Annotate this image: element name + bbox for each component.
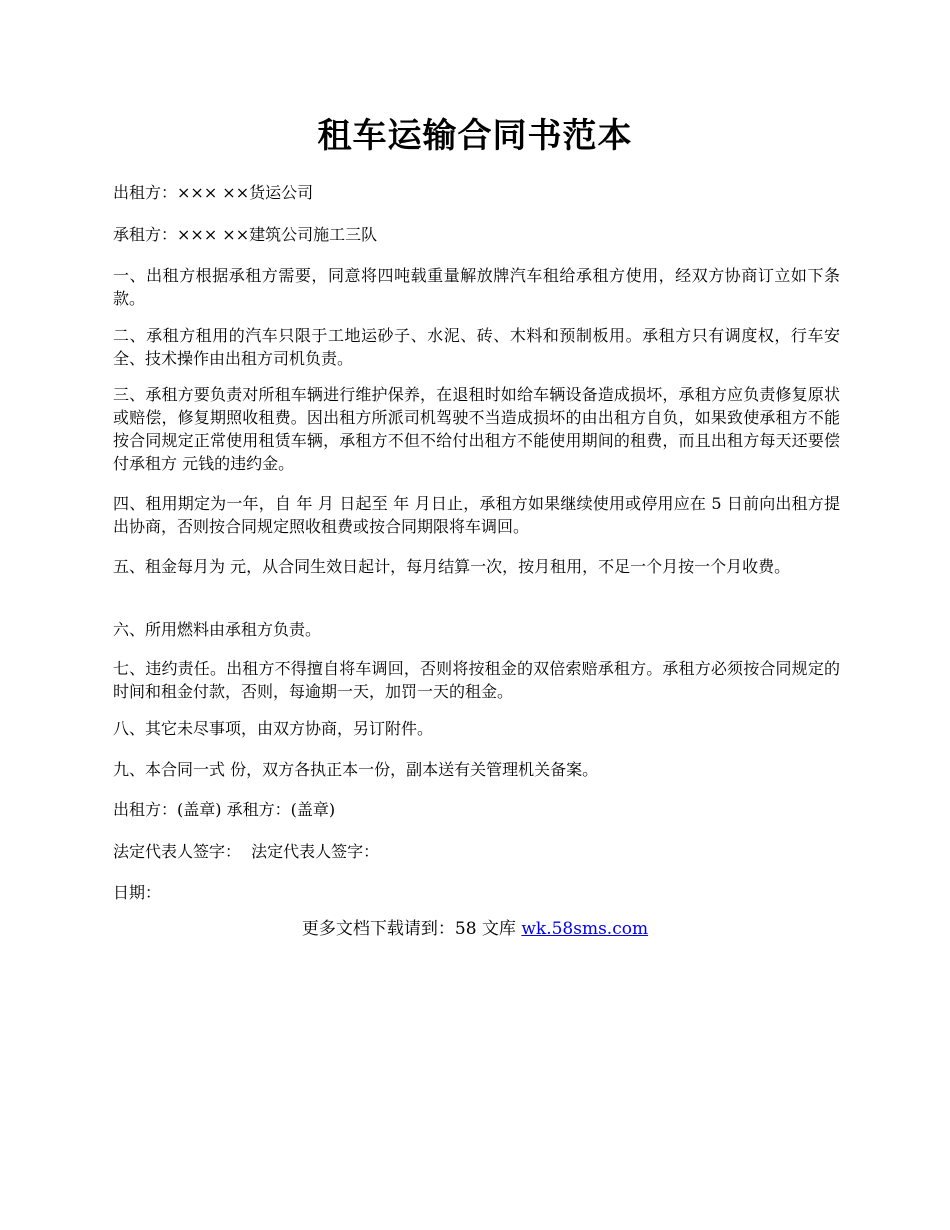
lessee-line: 承租方：××× ××建筑公司施工三队 <box>113 225 378 244</box>
clause-6: 六、所用燃料由承租方负责。 <box>113 620 322 639</box>
seal-line: 出租方：(盖章) 承租方：(盖章) <box>113 800 336 819</box>
footer-link[interactable]: wk.58sms.com <box>521 919 649 939</box>
footer-text: 更多文档下载请到：58 文库 <box>301 919 522 939</box>
clause-7: 七、违约责任。出租方不得擅自将车调回，否则将按租金的双倍索赔承租方。承租方必须按合同规定的时间和租金付款，否则，每逾期一天，加罚一天的租金。 <box>113 659 840 701</box>
date-line: 日期： <box>113 883 162 902</box>
clause-2: 二、承租方租用的汽车只限于工地运砂子、水泥、砖、木料和预制板用。承租方只有调度权，行车安全、技术操作由出租方司机负责。 <box>113 326 840 368</box>
signature-line: 法定代表人签字： 法定代表人签字： <box>113 842 380 861</box>
document-title: 租车运输合同书范本 <box>317 116 633 156</box>
footer <box>0 917 950 941</box>
clause-1: 一、出租方根据承租方需要，同意将四吨载重量解放牌汽车租给承租方使用，经双方协商订立如下条款。 <box>113 266 840 308</box>
clause-3: 三、承租方要负责对所租车辆进行维护保养，在退租时如给车辆设备造成损坏，承租方应负责修复原状或赔偿，修复期照收租费。因出租方所派司机驾驶不当造成损坏的由出租方自负，如果致使承租方不能按合同规定正常使用租赁车辆，承租方不但不给付出租方不能使用期间的租费，而且出租方每天还要偿付承租方 元钱的违约金。 <box>113 385 840 473</box>
clause-8: 八、其它未尽事项，由双方协商，另订附件。 <box>113 719 434 738</box>
clause-5: 五、租金每月为 元，从合同生效日起计，每月结算一次，按月租用，不足一个月按一个月收费。 <box>113 557 791 576</box>
clause-9: 九、本合同一式 份，双方各执正本一份，副本送有关管理机关备案。 <box>113 760 599 779</box>
clause-4: 四、租用期定为一年，自 年 月 日起至 年 月日止，承租方如果继续使用或停用应在 5 日前向出租方提出协商，否则按合同规定照收租费或按合同期限将车调回。 <box>113 494 840 536</box>
lessor-line: 出租方：××× ××货运公司 <box>113 183 314 202</box>
